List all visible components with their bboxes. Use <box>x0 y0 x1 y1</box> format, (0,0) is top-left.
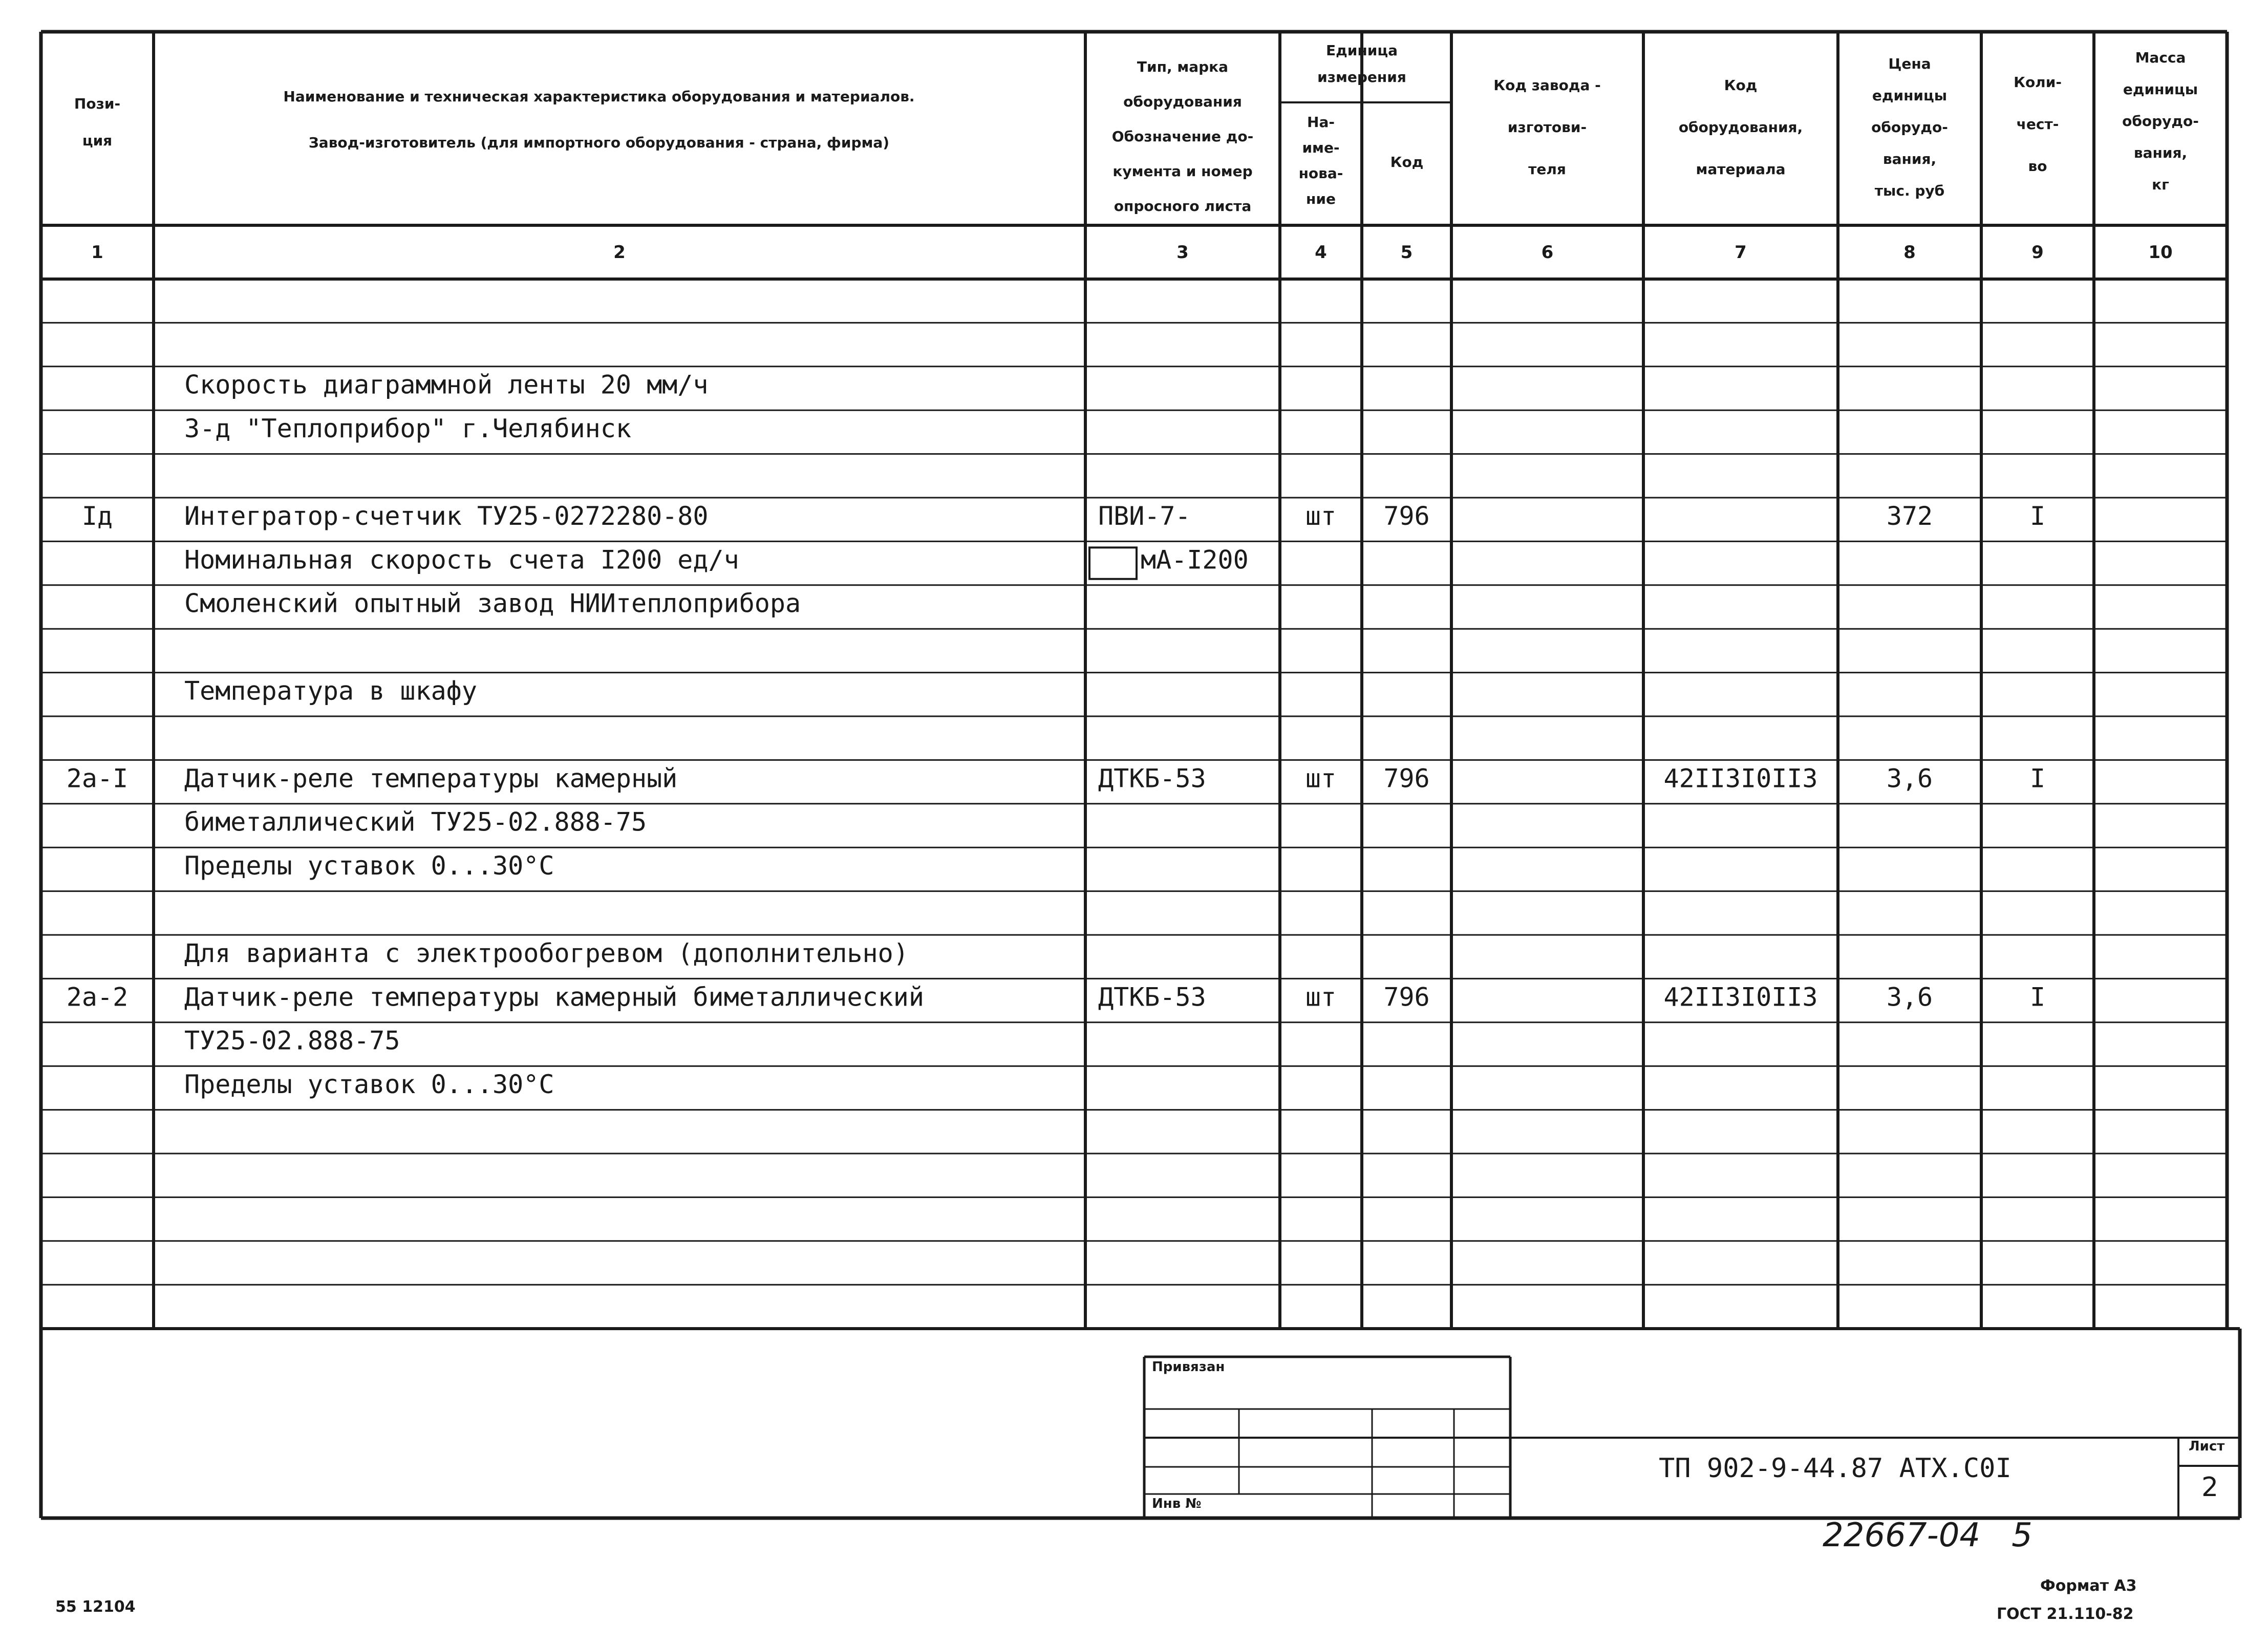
header-equipment-code: Код <box>1724 77 1758 94</box>
cell-type: мА-I200 <box>1141 545 1249 575</box>
column-number-row <box>91 242 2173 263</box>
header-unit-mass: Масса <box>2135 49 2186 66</box>
header-unit-group: измерения <box>1317 69 1406 86</box>
table-row <box>184 851 554 881</box>
cell-unit: шт <box>1305 763 1337 794</box>
header-unit-name: На- <box>1307 114 1335 131</box>
table-row <box>184 414 631 443</box>
cell-price: 372 <box>1886 501 1933 531</box>
header-type-brand: оборудования <box>1123 93 1242 110</box>
header-unit-name: име- <box>1302 139 1340 156</box>
cell-name: Смоленский опытный завод НИИтеплоприбора <box>184 588 801 618</box>
header-unit-mass: кг <box>2152 176 2169 193</box>
table-row <box>184 1070 554 1099</box>
cell-name: Номинальная скорость счета I200 ед/ч <box>184 545 739 575</box>
table-row <box>67 982 2045 1012</box>
header-unit-price: Цена <box>1888 55 1931 72</box>
handwritten-inventory-number: 22667-04 5 <box>1823 1517 2032 1554</box>
table-row <box>82 501 2045 531</box>
column-number: 9 <box>2031 242 2044 263</box>
header-unit-name: нова- <box>1298 165 1343 182</box>
cell-name: Датчик-реле температуры камерный <box>184 763 678 794</box>
table-row <box>184 589 801 618</box>
header-quantity: Коли- <box>2014 74 2062 91</box>
header-name-characteristics: Наименование и техническая характеристика оборудования и материалов. <box>283 88 915 105</box>
cell-name: Интегратор-счетчик ТУ25-0272280-80 <box>184 501 709 531</box>
table-row <box>67 763 2045 793</box>
column-number: 5 <box>1400 242 1413 263</box>
format-label: Формат А3 <box>2040 1577 2137 1595</box>
cell-unit-code: 796 <box>1383 982 1430 1012</box>
cell-equip-code: 42II3I0II3 <box>1663 763 1818 794</box>
cell-pos: Iд <box>81 501 113 531</box>
cell-name: Пределы уставок 0...30°C <box>184 851 554 881</box>
cell-name: Скорость диаграммной ленты 20 мм/ч <box>184 370 709 400</box>
column-number: 1 <box>91 242 103 263</box>
header-unit-price: вания, <box>1882 151 1937 167</box>
header-unit-price: оборудо- <box>1871 119 1948 136</box>
header-name-characteristics: Завод-изготовитель (для импортного оборудования - страна, фирма) <box>308 134 890 151</box>
header-unit-price: единицы <box>1872 87 1948 104</box>
header-maker-code: теля <box>1528 161 1566 178</box>
cell-name: Датчик-реле температуры камерный биметаллический <box>184 982 924 1012</box>
cell-unit: шт <box>1305 982 1337 1012</box>
table-body <box>67 370 2045 1099</box>
cell-equip-code: 42II3I0II3 <box>1663 982 1818 1012</box>
table-row <box>184 938 909 968</box>
header-type-brand: Обозначение до- <box>1111 128 1254 145</box>
cell-price: 3,6 <box>1886 982 1933 1012</box>
document-designation: ТП 902-9-44.87 АТХ.С0I <box>1659 1453 2012 1484</box>
column-number: 3 <box>1176 242 1189 263</box>
cell-pos: 2а-I <box>66 763 129 794</box>
cell-qty: I <box>2029 501 2046 531</box>
column-number: 4 <box>1315 242 1327 263</box>
page-footer <box>55 1517 2137 1623</box>
title-block <box>1152 1359 2224 1511</box>
header-position: ция <box>82 132 113 149</box>
cell-name: Пределы уставок 0...30°C <box>184 1070 554 1100</box>
header-unit-group: Единица <box>1326 42 1398 59</box>
header-quantity: чест- <box>2016 116 2059 133</box>
cell-unit: шт <box>1305 501 1337 531</box>
header-quantity: во <box>2028 158 2047 175</box>
gost-label: ГОСТ 21.110-82 <box>1997 1605 2134 1623</box>
stamp-inv-no: Инв № <box>1152 1496 1202 1511</box>
cell-unit-code: 796 <box>1383 763 1430 794</box>
header-equipment-code: материала <box>1696 161 1786 178</box>
cell-price: 3,6 <box>1886 763 1933 794</box>
header-type-brand: Тип, марка <box>1137 58 1229 75</box>
column-number: 7 <box>1735 242 1747 263</box>
header-unit-mass: вания, <box>2133 144 2188 161</box>
table-row <box>184 370 709 400</box>
cell-qty: I <box>2029 763 2046 794</box>
header-unit-code: Код <box>1390 154 1424 170</box>
cell-name: ТУ25-02.888-75 <box>184 1026 400 1056</box>
cell-qty: I <box>2029 982 2046 1012</box>
table-row <box>184 807 647 837</box>
column-number: 6 <box>1541 242 1554 263</box>
column-number: 10 <box>2148 242 2173 263</box>
header-type-brand: кумента и номер <box>1112 163 1253 180</box>
checkbox-empty <box>1089 547 1137 579</box>
header-unit-name: ние <box>1306 190 1336 207</box>
header-unit-mass: единицы <box>2123 81 2198 98</box>
cell-name: биметаллический ТУ25-02.888-75 <box>184 807 647 837</box>
table-row <box>184 676 477 706</box>
cell-name: З-д "Теплоприбор" г.Челябинск <box>184 414 631 444</box>
cell-name: Температура в шкафу <box>184 676 477 706</box>
column-number: 2 <box>613 242 626 263</box>
column-number: 8 <box>1903 242 1916 263</box>
table-row <box>184 545 1249 579</box>
cell-pos: 2а-2 <box>66 982 129 1012</box>
header-position: Пози- <box>74 95 121 112</box>
table-header <box>74 42 2199 215</box>
header-maker-code: изготови- <box>1507 119 1587 136</box>
cell-name: Для варианта с электрообогревом (дополнительно) <box>184 938 909 968</box>
cell-unit-code: 796 <box>1383 501 1430 531</box>
form-code: 55 12104 <box>55 1598 136 1616</box>
stamp-privyazan: Привязан <box>1152 1359 1225 1375</box>
header-unit-mass: оборудо- <box>2122 113 2199 130</box>
header-unit-price: тыс. руб <box>1874 182 1945 199</box>
cell-type: ПВИ-7- <box>1098 501 1191 531</box>
header-type-brand: опросного листа <box>1114 198 1252 215</box>
header-maker-code: Код завода - <box>1493 77 1601 94</box>
cell-type: ДТКБ-53 <box>1098 763 1206 794</box>
table-row <box>184 1026 400 1056</box>
sheet-label: Лист <box>2189 1439 2225 1454</box>
cell-type: ДТКБ-53 <box>1098 982 1206 1012</box>
sheet-number: 2 <box>2201 1472 2219 1503</box>
header-equipment-code: оборудования, <box>1678 119 1803 136</box>
